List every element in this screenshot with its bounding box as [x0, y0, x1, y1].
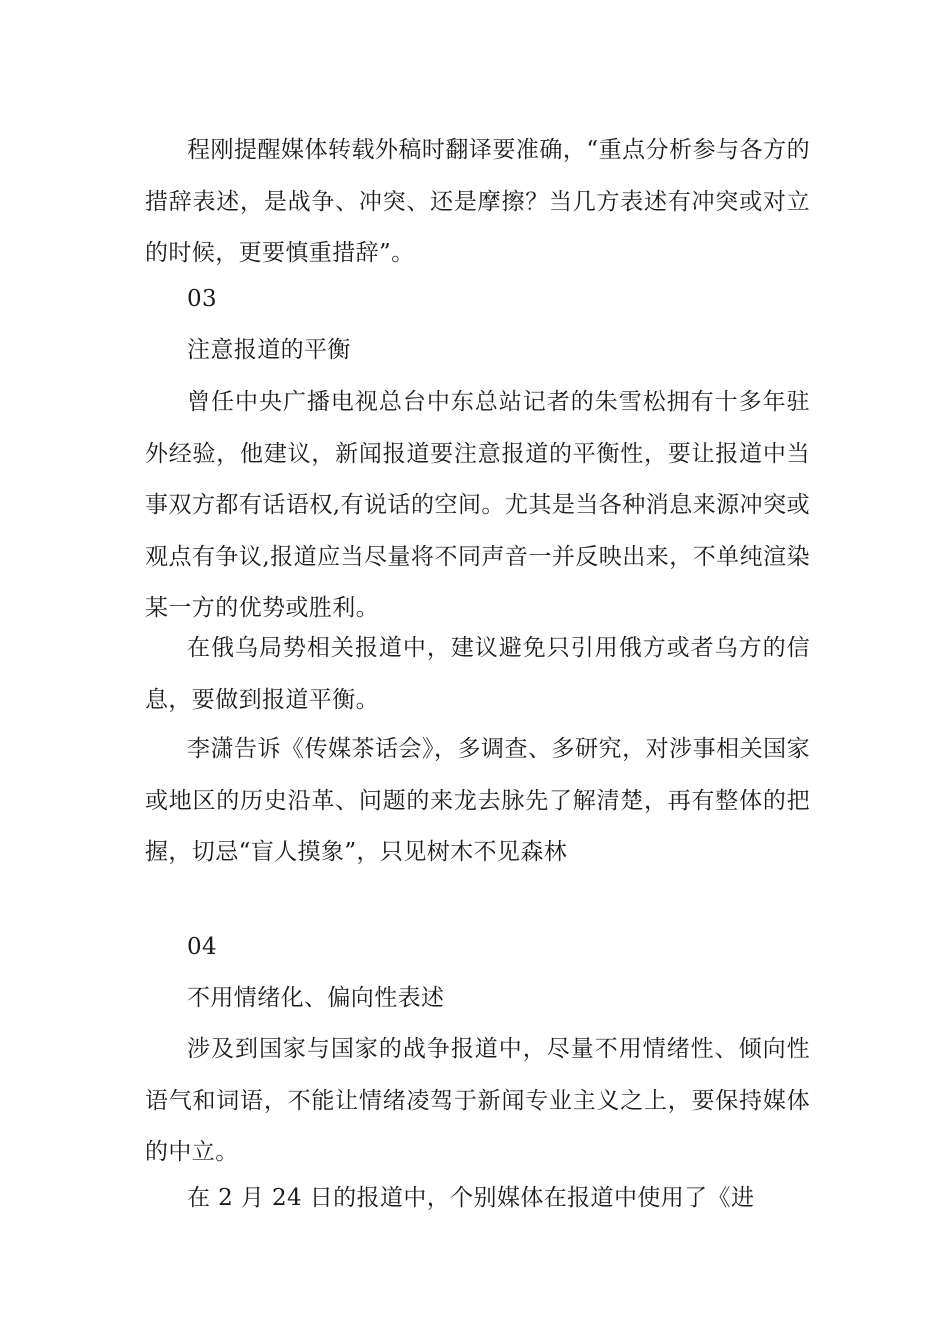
- section-number-04: 04: [187, 934, 218, 960]
- paragraph-translation-accuracy: 程刚提醒媒体转载外稿时翻译要准确，“重点分析参与各方的措辞表述，是战争、冲突、还是摩擦？当几方表述有冲突或对立的时候，更要慎重措辞”。: [145, 137, 810, 266]
- section-title-balance: 注意报道的平衡: [187, 337, 351, 363]
- paragraph-feb24-report: 在 2 月 24 日的报道中，个别媒体在报道中使用了《进: [187, 1185, 755, 1211]
- paragraph-balance-advice: 曾任中央广播电视总台中东总站记者的朱雪松拥有十多年驻外经验，他建议，新闻报道要注意报道的平衡性，要让报道中当事双方都有话语权,有说话的空间。尤其是当各种消息来源冲突或观点有争议,报道应当尽量将不同声音一并反映出来，不单纯渲染某一方的优势或胜利。: [145, 389, 810, 621]
- paragraph-neutrality: 涉及到国家与国家的战争报道中，尽量不用情绪性、倾向性语气和词语，不能让情绪凌驾于新闻专业主义之上，要保持媒体的中立。: [145, 1036, 810, 1165]
- paragraph-russia-ukraine-balance: 在俄乌局势相关报道中，建议避免只引用俄方或者乌方的信息，要做到报道平衡。: [145, 635, 810, 713]
- section-number-03: 03: [187, 286, 218, 312]
- paragraph-research-advice: 李潇告诉《传媒茶话会》，多调查、多研究，对涉事相关国家或地区的历史沿革、问题的来龙去脉先了解清楚，再有整体的把握，切忌“盲人摸象”，只见树木不见森林: [145, 736, 810, 865]
- section-title-neutral-wording: 不用情绪化、偏向性表述: [187, 985, 445, 1011]
